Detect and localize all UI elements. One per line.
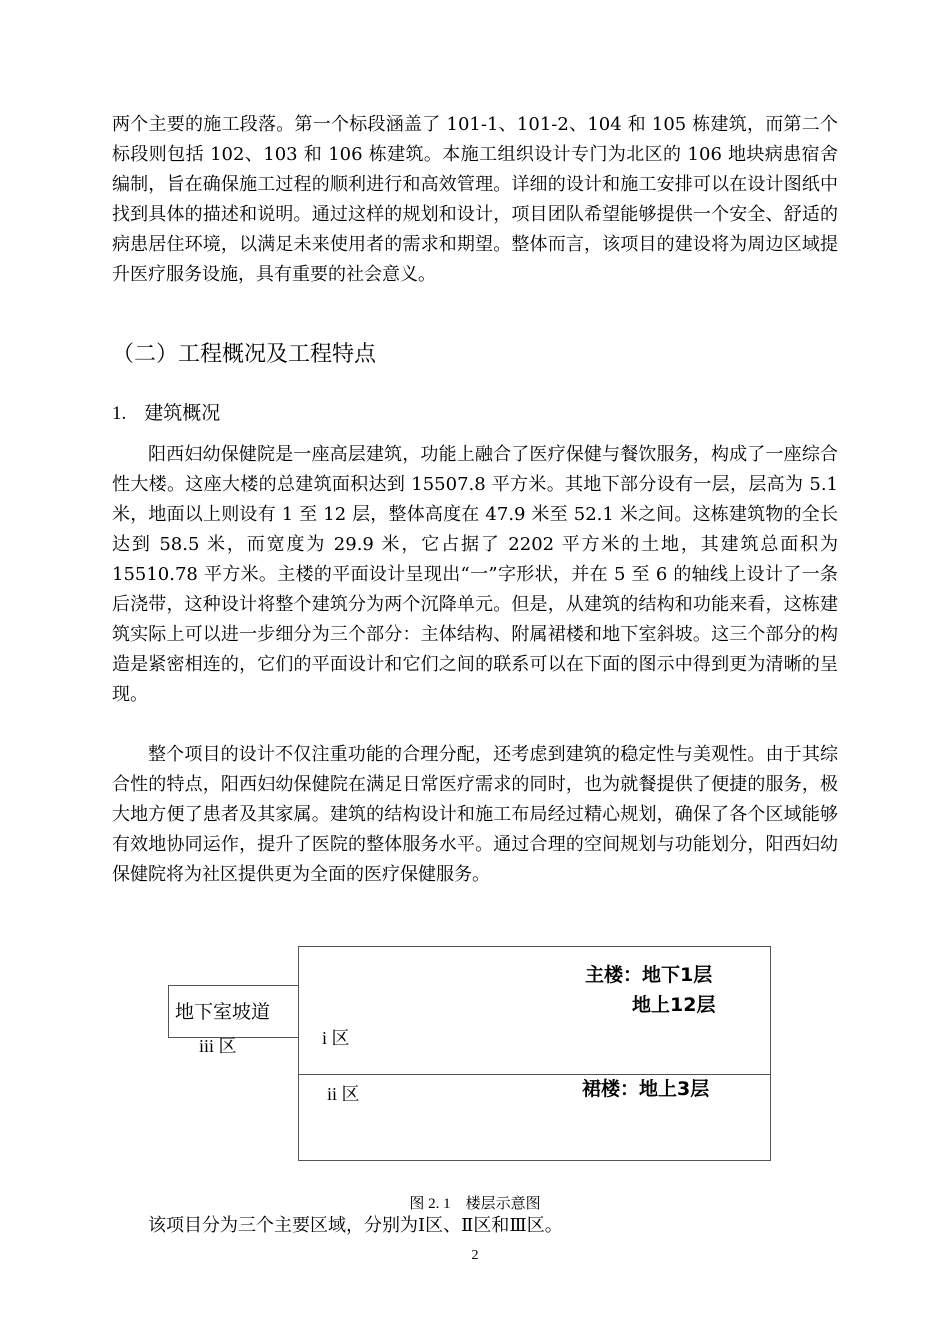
intro-paragraph: 两个主要的施工段落。第一个标段涵盖了 101-1、101-2、104 和 105 栋建筑，而第二个标段则包括 102、103 和 106 栋建筑。本施工组织设计专门为北区的 106 地块病患宿舍编制，旨在确保施工过程的顺利进行和高效管理。详细的设计和施工安排可以在设计图纸中找到具体的描述和说明。通过这样的规划和设计，项目团队希望能够提供一个安全、舒适的病患居住环境，以满足未来使用者的需求和期望。整体而言，该项目的建设将为周边区域提升医疗服务设施，具有重要的社会意义。 xyxy=(112,114,838,285)
podium-label: 裙楼：地上3层 xyxy=(582,1078,710,1100)
zone-ii-label: ii 区 xyxy=(327,1084,360,1104)
page-number: 2 xyxy=(471,1248,479,1263)
main-building-box xyxy=(298,946,771,1161)
figure-caption: 图 2. 1 楼层示意图 xyxy=(409,1196,541,1212)
main-building-floors-label: 地上12层 xyxy=(632,994,716,1016)
zone-iii-label: iii 区 xyxy=(199,1036,237,1056)
zone-divider-line xyxy=(298,1074,771,1075)
section-heading: （二）工程概况及工程特点 xyxy=(112,342,377,367)
basement-ramp-label: 地下室坡道 xyxy=(175,1001,271,1023)
subsection-title: 建筑概况 xyxy=(144,402,221,424)
zone-i-label: i 区 xyxy=(322,1028,350,1048)
main-building-label: 主楼：地下1层 xyxy=(585,964,713,986)
subsection-number: 1. xyxy=(112,403,127,424)
subsection-heading xyxy=(112,398,220,429)
paragraph-design-summary: 整个项目的设计不仅注重功能的合理分配，还考虑到建筑的稳定性与美观性。由于其综合性的特点，阳西妇幼保健院在满足日常医疗需求的同时，也为就餐提供了便捷的服务，极大地方便了患者及其家属。建筑的结构设计和施工布局经过精心规划，确保了各个区域能够有效地协同运作，提升了医院的整体服务水平。通过合理的空间规划与功能划分，阳西妇幼保健院将为社区提供更为全面的医疗保健服务。 xyxy=(112,744,838,885)
paragraph-building-overview: 阳西妇幼保健院是一座高层建筑，功能上融合了医疗保健与餐饮服务，构成了一座综合性大楼。这座大楼的总建筑面积达到 15507.8 平方米。其地下部分设有一层，层高为 5.1 米，地面以上则设有 1 至 12 层，整体高度在 47.9 米至 52.1 米之间。这栋建筑物的全长达到 58.5 米，而宽度为 29.9 米，它占据了 2202 平方米的土地，其建筑总面积为 15510.78 平方米。主楼的平面设计呈现出“一”字形状，并在 5 至 6 的轴线上设计了一条后浇带，这种设计将整个建筑分为两个沉降单元。但是，从建筑的结构和功能来看，这栋建筑实际上可以进一步细分为三个部分：主体结构、附属裙楼和地下室斜坡。这三个部分的构造是紧密相连的，它们的平面设计和它们之间的联系可以在下面的图示中得到更为清晰的呈现。 xyxy=(112,444,838,705)
basement-ramp-box xyxy=(168,985,299,1038)
after-figure-text: 该项目分为三个主要区域，分别为Ⅰ区、Ⅱ区和Ⅲ区。 xyxy=(148,1215,563,1236)
